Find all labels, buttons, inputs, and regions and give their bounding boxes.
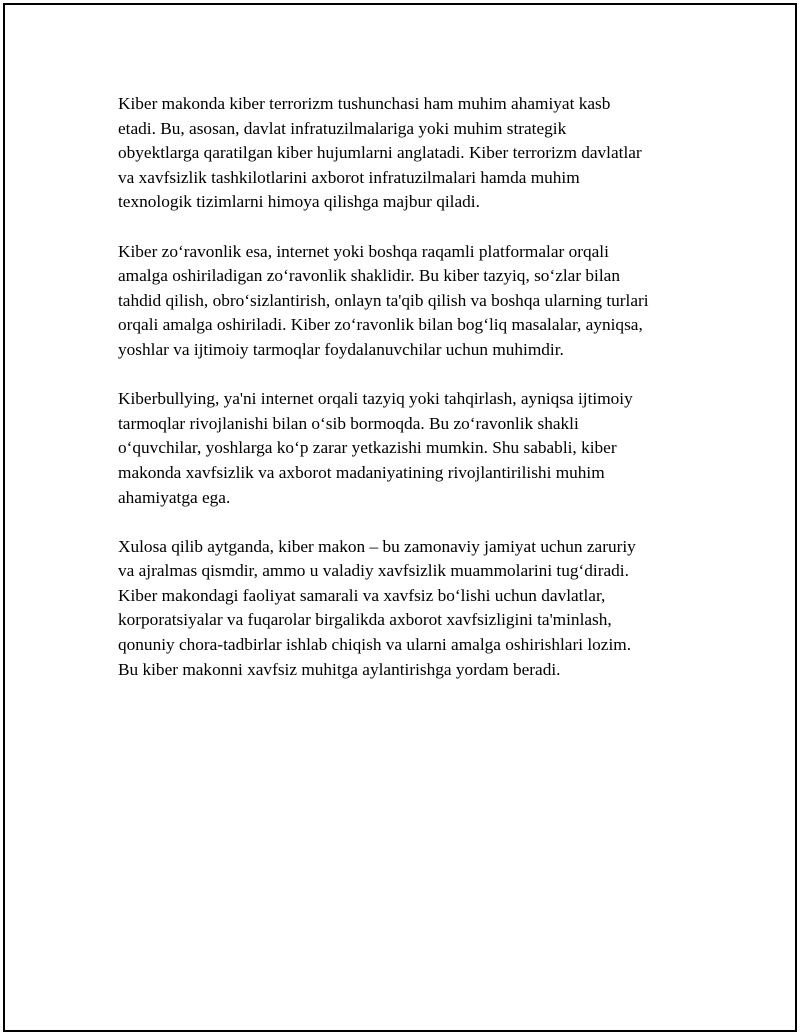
- text-line: Kiber makonda kiber terrorizm tushunchasi ham muhim ahamiyat kasb: [118, 94, 611, 113]
- text-line: etadi. Bu, asosan, davlat infratuzilmalariga yoki muhim strategik: [118, 118, 567, 138]
- text-line: Kiber makondagi faoliyat samarali va xavfsiz bo‘lishi uchun davlatlar,: [118, 585, 606, 605]
- text-line: obyektlarga qaratilgan kiber hujumlarni anglatadi. Kiber terrorizm davlatlar: [118, 143, 642, 163]
- text-line: makonda xavfsizlik va axborot madaniyatining rivojlantirilishi muhim: [118, 462, 605, 482]
- paragraph-cyberbullying: [118, 387, 690, 510]
- paragraph-cyber-terrorism: [118, 92, 690, 215]
- text-line: Xulosa qilib aytganda, kiber makon – bu zamonaviy jamiyat uchun zaruriy: [118, 536, 636, 556]
- text-line: va ajralmas qismdir, ammo u valadiy xavfsizlik muammolarini tug‘diradi.: [118, 561, 629, 581]
- paragraph-conclusion: [118, 535, 690, 683]
- paragraph-cyber-violence: [118, 240, 690, 363]
- text-line: korporatsiyalar va fuqarolar birgalikda axborot xavfsizligini ta'minlash,: [118, 610, 612, 630]
- text-line: tarmoqlar rivojlanishi bilan o‘sib bormoqda. Bu zo‘ravonlik shakli: [118, 413, 579, 433]
- text-line: amalga oshiriladigan zo‘ravonlik shaklidir. Bu kiber tazyiq, so‘zlar bilan: [118, 266, 620, 286]
- text-line: Kiberbullying, ya'ni internet orqali tazyiq yoki tahqirlash, ayniqsa ijtimoiy: [118, 389, 633, 409]
- text-line: ahamiyatga ega.: [118, 487, 231, 507]
- text-line: tahdid qilish, obro‘sizlantirish, onlayn ta'qib qilish va boshqa ularning turlari: [118, 290, 649, 310]
- text-line: qonuniy chora-tadbirlar ishlab chiqish va ularni amalga oshirishlari lozim.: [118, 635, 632, 655]
- text-line: texnologik tizimlarni himoya qilishga majbur qiladi.: [118, 192, 480, 212]
- text-line: orqali amalga oshiriladi. Kiber zo‘ravonlik bilan bog‘liq masalalar, ayniqsa,: [118, 315, 643, 335]
- text-line: o‘quvchilar, yoshlarga ko‘p zarar yetkazishi mumkin. Shu sababli, kiber: [118, 438, 617, 458]
- text-line: va xavfsizlik tashkilotlarini axborot infratuzilmalari hamda muhim: [118, 167, 580, 187]
- text-line: Bu kiber makonni xavfsiz muhitga aylantirishga yordam beradi.: [118, 659, 561, 679]
- document-body: [118, 92, 690, 707]
- text-line: yoshlar va ijtimoiy tarmoqlar foydalanuvchilar uchun muhimdir.: [118, 339, 564, 359]
- text-line: Kiber zo‘ravonlik esa, internet yoki boshqa raqamli platformalar orqali: [118, 241, 609, 261]
